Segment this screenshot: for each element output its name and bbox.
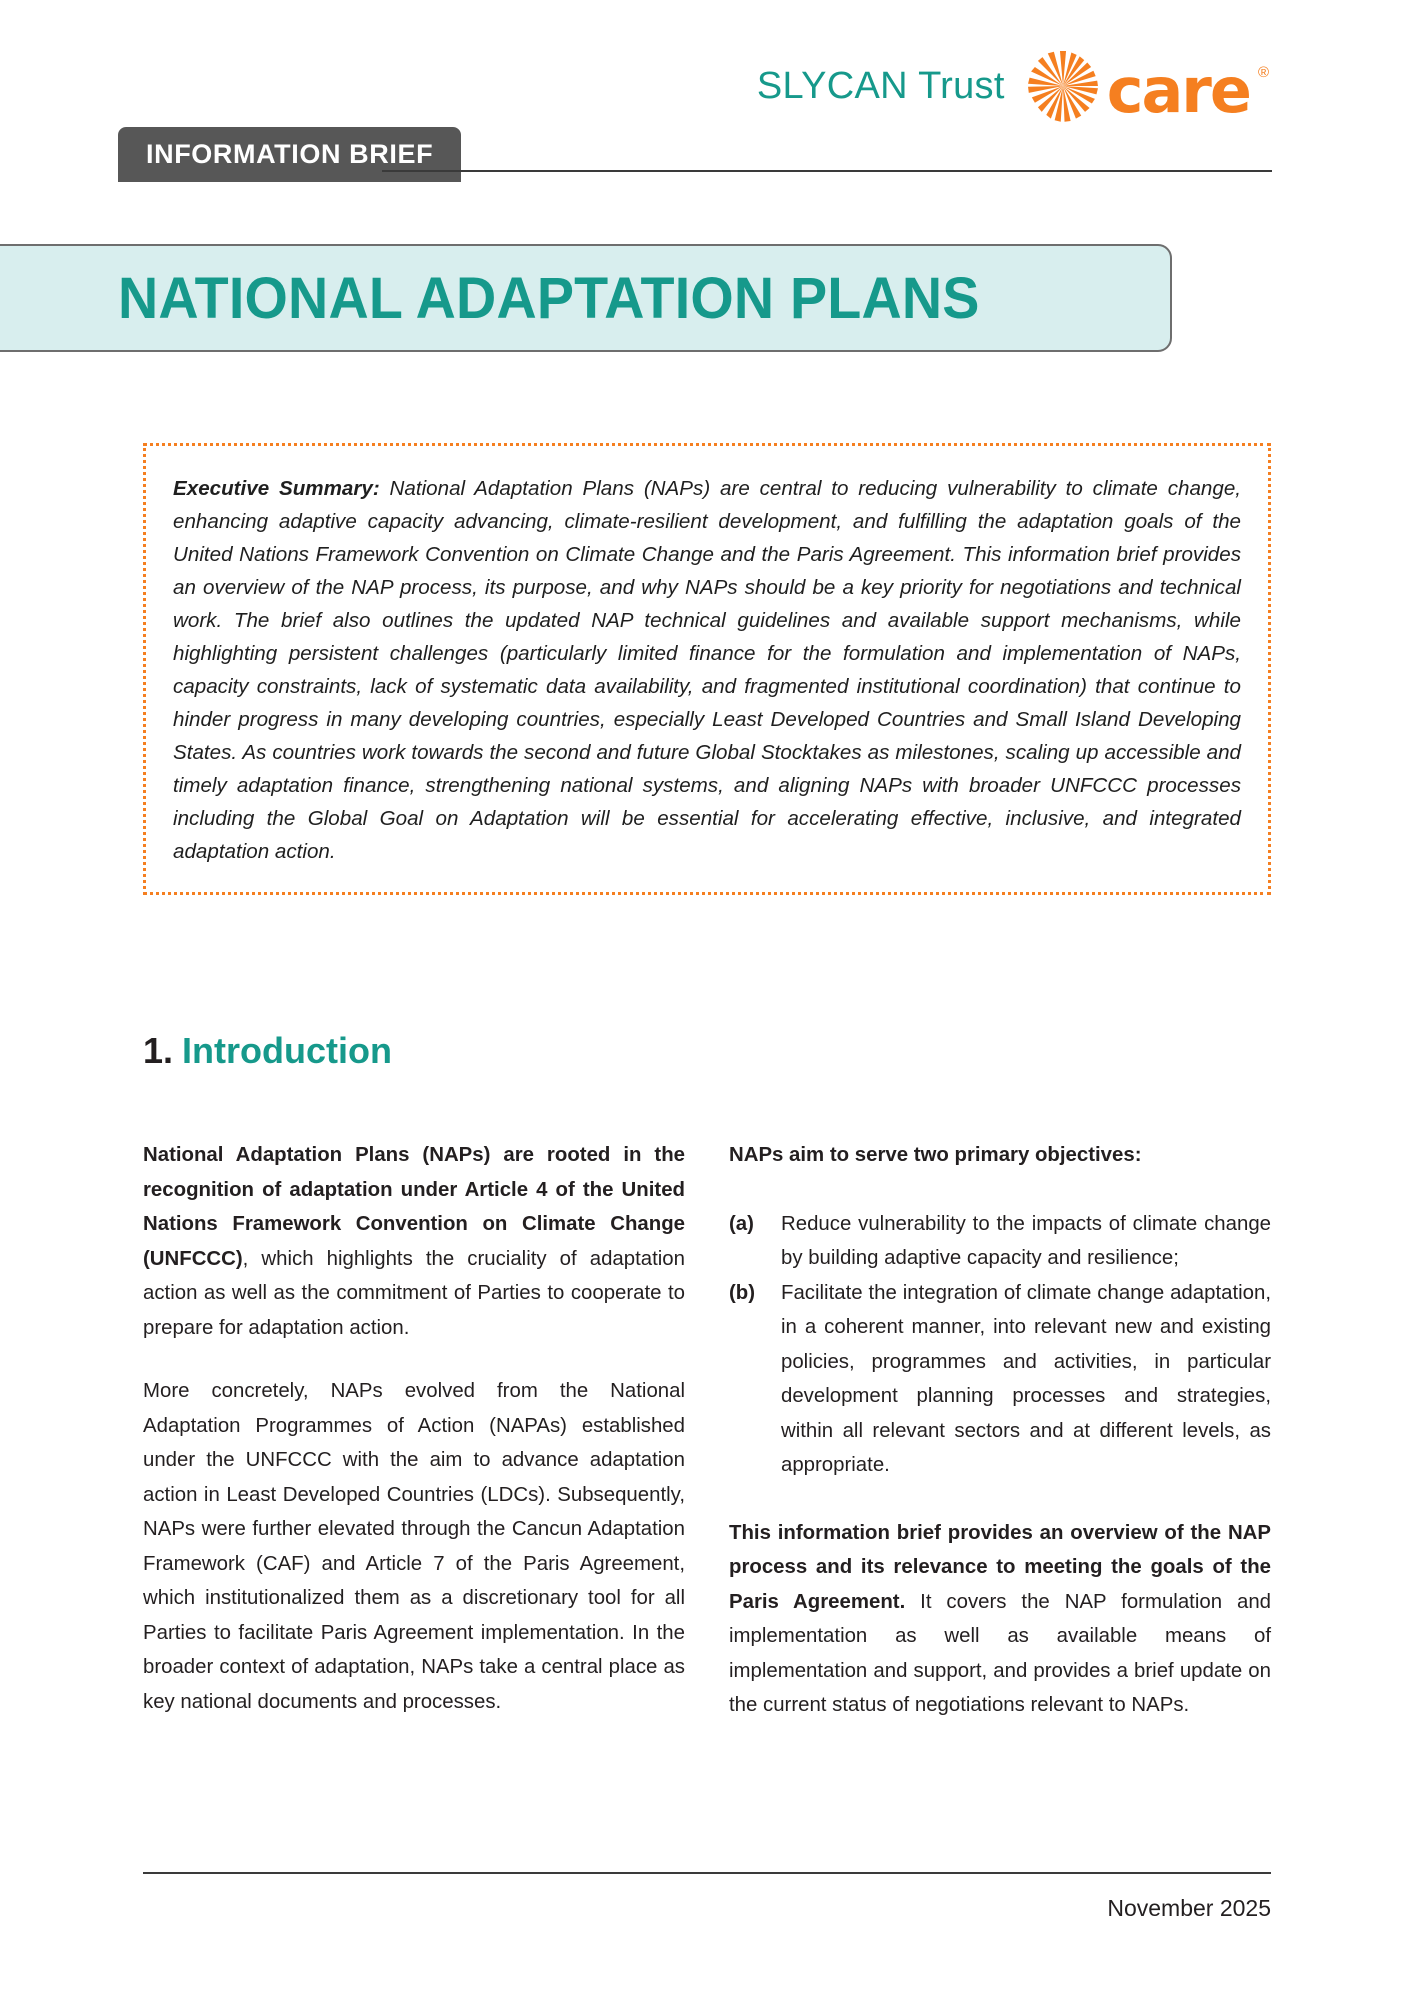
objective-label-b: (b) (729, 1281, 756, 1304)
footer-date: November 2025 (1107, 1895, 1271, 1921)
registered-trademark-icon: ® (1257, 64, 1269, 81)
objectives-heading: NAPs aim to serve two primary objectives: (729, 1144, 1142, 1166)
objective-text-a: Reduce vulnerability to the impacts of climate change by building adaptive capacity and resilience; (781, 1212, 1271, 1269)
right-column (729, 1138, 1271, 1723)
paragraph-1-bold-lead: National Adaptation Plans (NAPs) are rooted in the recognition of adaptation under Article 4 of the United Nations Framework Convention on Climate Change (UNFCCC) (143, 1144, 685, 1270)
page-title: NATIONAL ADAPTATION PLANS (118, 265, 980, 331)
list-item (729, 1276, 1271, 1483)
paragraph-naps-evolution: More concretely, NAPs evolved from the National Adaptation Programmes of Action (NAPAs) established under the UNFCCC with the aim to advance adaptation action in Least Developed Countries (LDCs). Subsequently, NAPs were further elevated through the Cancun Adaptation Framework (CAF) and Article 7 of the Paris Agreement, which institutionalized them as a discretionary tool for all Parties to facilitate Paris Agreement implementation. In the broader context of adaptation, NAPs take a central place as key national documents and processes. (143, 1380, 685, 1713)
executive-summary-label: Executive Summary: (173, 477, 380, 500)
care-sunburst-icon (1025, 48, 1101, 124)
footer-divider (143, 1872, 1271, 1874)
objective-text-b: Facilitate the integration of climate change adaptation, in a coherent manner, into relevant new and existing policies, programmes and activities, in particular development planning processes and strategies, within all relevant sectors and at different levels, as appropriate. (781, 1281, 1271, 1476)
care-wordmark: care (1106, 53, 1250, 127)
left-column (143, 1138, 685, 1723)
document-header (0, 0, 1414, 190)
closing-bold-lead: This information brief provides an overview of the NAP process and its relevance to meeting the goals of the Paris Agreement. (729, 1521, 1271, 1613)
paragraph-naps-rooted (143, 1138, 685, 1345)
title-banner (0, 244, 1172, 352)
list-item (729, 1207, 1271, 1276)
header-divider (382, 170, 1272, 172)
paragraph-brief-overview (729, 1516, 1271, 1723)
objectives-list (729, 1207, 1271, 1483)
information-brief-badge: INFORMATION BRIEF (118, 127, 461, 182)
executive-summary-text (173, 472, 1241, 868)
section-heading-introduction (143, 1030, 392, 1071)
executive-summary-body: National Adaptation Plans (NAPs) are central to reducing vulnerability to climate change, enhancing adaptive capacity advancing, climate-resilient development, and fulfilling the adaptation goals of the United Nations Framework Convention on Climate Change and the Paris Agreement. This information brief provides an overview of the NAP process, its purpose, and why NAPs should be a key priority for negotiations and technical work. The brief also outlines the updated NAP technical guidelines and available support mechanisms, while highlighting persistent challenges (particularly limited finance for the formulation and implementation of NAPs, capacity constraints, lack of systematic data availability, and fragmented institutional coordination) that continue to hinder progress in many developing countries, especially Least Developed Countries and Small Island Developing States. As countries work towards the second and future Global Stocktakes as milestones, scaling up accessible and timely adaptation finance, strengthening national systems, and aligning NAPs with broader UNFCCC processes including the Global Goal on Adaptation will be essential for accelerating effective, inclusive, and integrated adaptation action. (173, 477, 1241, 863)
body-columns (143, 1138, 1271, 1723)
paragraph-1-rest: , which highlights the cruciality of adaptation action as well as the commitment of Parties to cooperate to prepare for adaptation action. (143, 1247, 685, 1339)
objective-label-a: (a) (729, 1212, 754, 1235)
brand-logos (756, 48, 1269, 127)
care-logo (1025, 48, 1269, 127)
section-title: Introduction (182, 1030, 392, 1071)
executive-summary-box (143, 443, 1271, 895)
slycan-trust-logo: SLYCAN Trust (756, 64, 1005, 107)
closing-rest: It covers the NAP formulation and implementation as well as available means of implementation and support, and provides a brief update on the current status of negotiations relevant to NAPs. (729, 1590, 1271, 1716)
section-number: 1. (143, 1030, 174, 1071)
